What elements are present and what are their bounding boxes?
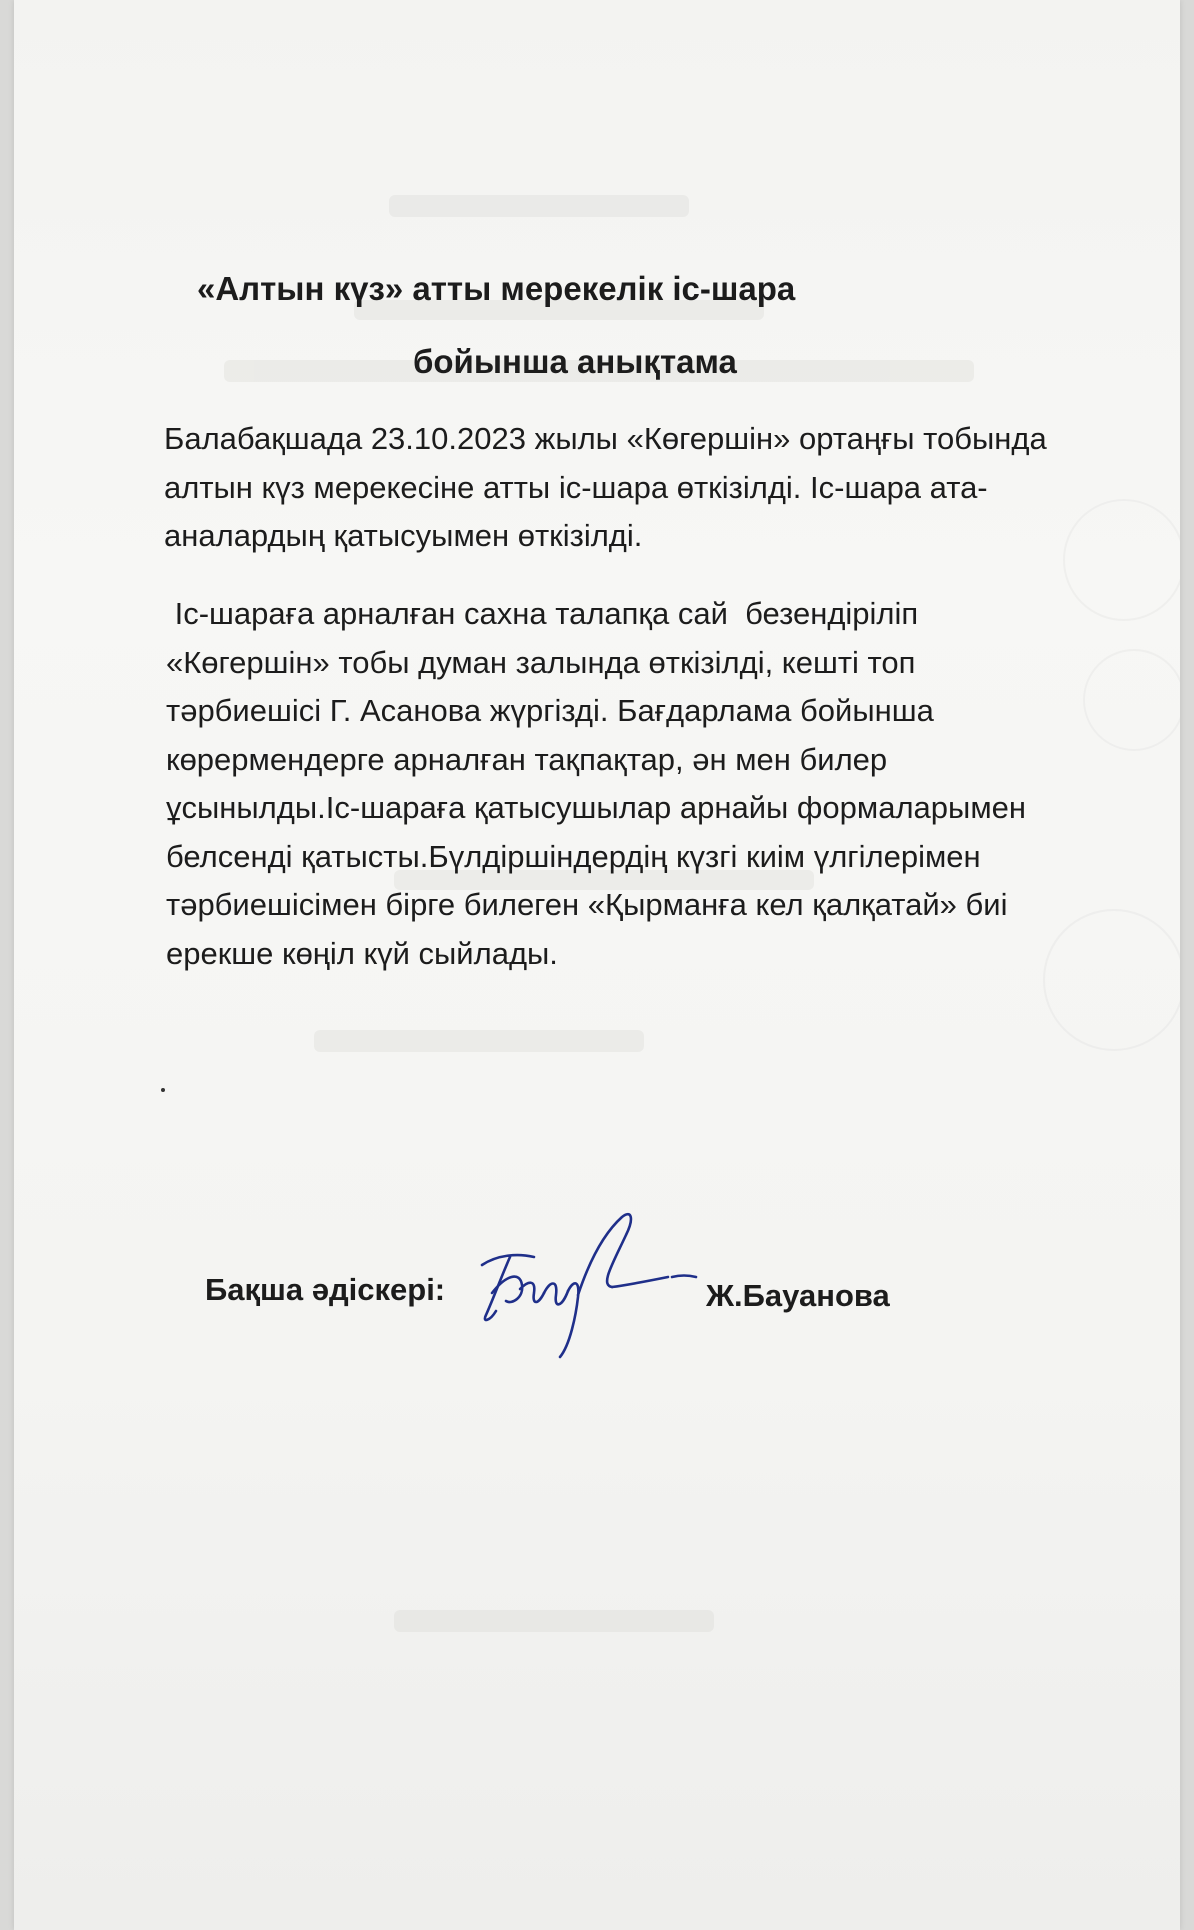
paragraph-1-line: алтын күз мерекесіне атты іс-шара өткізілді. Іс-шара ата-	[164, 469, 988, 505]
document-page	[14, 0, 1180, 1930]
paragraph-2-line: ерекше көңіл күй сыйлады.	[166, 935, 558, 971]
document-title-line-1: «Алтын күз» атты мерекелік іс-шара	[197, 270, 796, 307]
signature-label: Бақша әдіскері:	[205, 1272, 446, 1307]
paragraph-2-line: белсенді қатысты.Бүлдіршіндердің күзгі киім үлгілерімен	[166, 838, 981, 874]
stray-dot	[161, 1088, 165, 1092]
paragraph-2	[166, 590, 1026, 978]
paragraph-2-line: ұсынылды.Іс-шараға қатысушылар арнайы формаларымен	[166, 790, 1026, 825]
signature-name: Ж.Бауанова	[706, 1278, 890, 1313]
paragraph-2-line: «Көгершін» тобы думан залында өткізілді, кешті топ	[166, 644, 916, 680]
handwritten-signature	[472, 1205, 702, 1365]
paragraph-1-line: Балабақшада 23.10.2023 жылы «Көгершін» ортаңғы тобында	[164, 421, 1047, 456]
document-title-line-2: бойынша анықтама	[413, 343, 737, 380]
paragraph-2-line: Іс-шараға арналған сахна талапқа сай безендіріліп	[166, 596, 919, 631]
paragraph-2-line: тәрбиешісі Г. Асанова жүргізді. Бағдарлама бойынша	[166, 693, 934, 728]
paragraph-1-line: аналардың қатысуымен өткізілді.	[164, 518, 643, 553]
paragraph-2-line: көрермендерге арналған тақпақтар, ән мен билер	[166, 741, 888, 777]
paragraph-2-line: тәрбиешісімен бірге билеген «Қырманға кел қалқатай» биі	[166, 887, 1008, 922]
paragraph-1	[164, 415, 1047, 561]
